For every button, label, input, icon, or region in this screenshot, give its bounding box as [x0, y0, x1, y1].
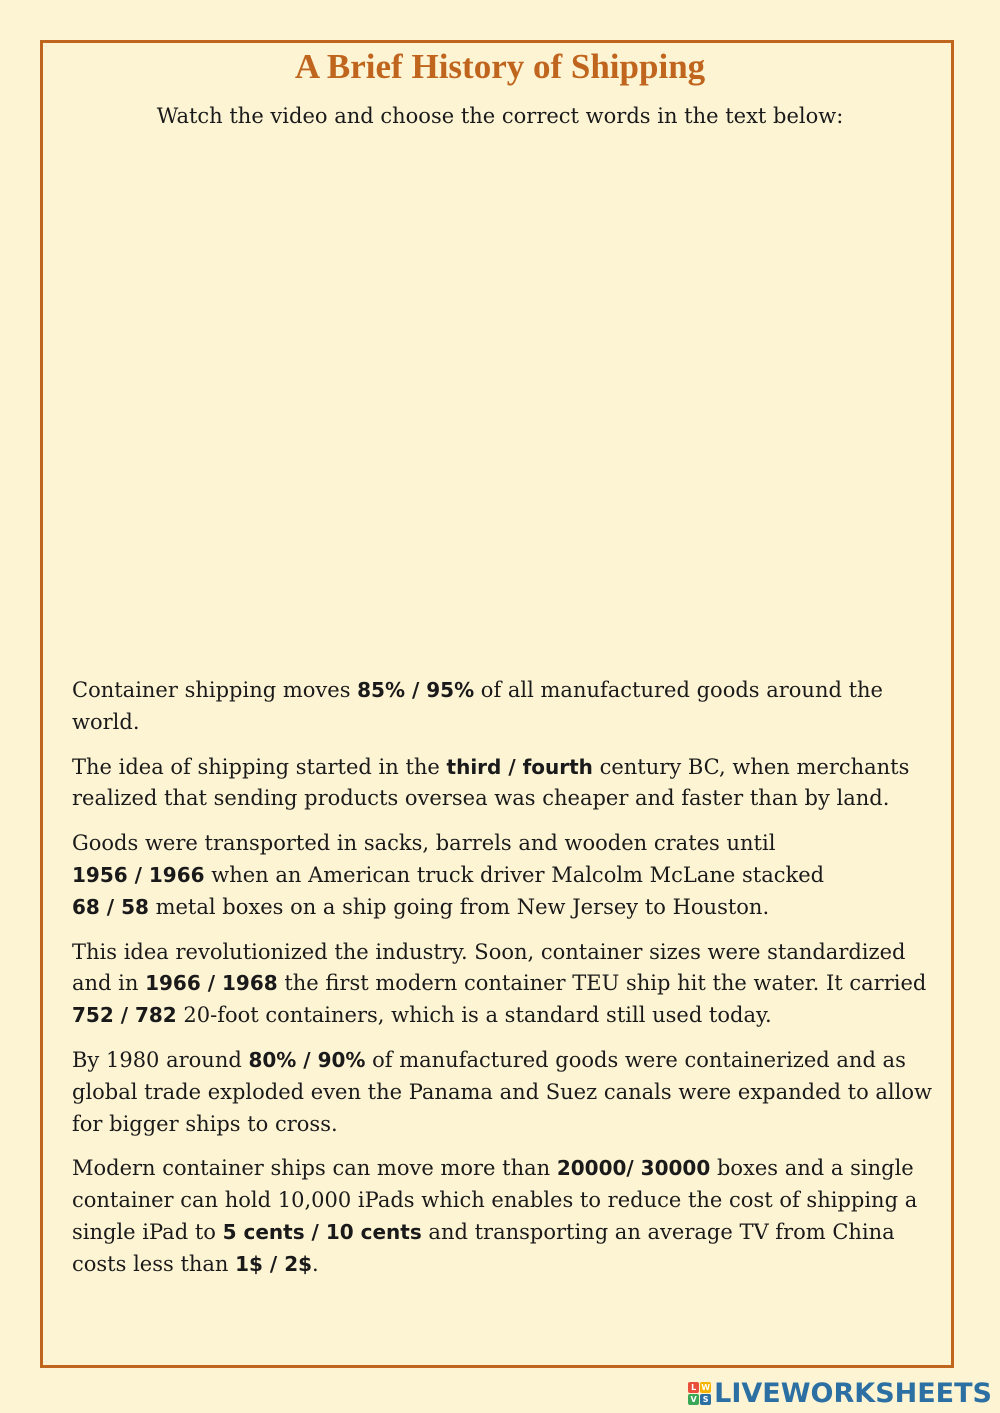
choice-option[interactable]: 1$ / 2$ [235, 1251, 313, 1276]
choice-option[interactable]: third / fourth [446, 754, 593, 779]
brand-name: LIVEWORKSHEETS [714, 1377, 992, 1409]
text-segment: when an American truck driver Malcolm McLane stacked [204, 862, 825, 887]
choice-option[interactable]: 752 / 782 [72, 1003, 177, 1028]
paragraph-1 [72, 675, 934, 739]
text-segment: . [312, 1251, 319, 1276]
choice-option[interactable]: 1956 / 1966 [72, 862, 205, 887]
text-segment: Container shipping moves [72, 678, 358, 702]
choice-option[interactable]: 5 cents / 10 cents [222, 1219, 422, 1244]
text-segment: Modern container ships can move more than [72, 1156, 557, 1181]
paragraph-3 [72, 828, 934, 923]
paragraph-2 [72, 752, 934, 816]
text-segment: the first modern container TEU ship hit the water. It carried [277, 971, 927, 996]
text-segment: of manufactured goods were containerized and as global trade exploded even the Panama and Suez canals were expanded to allow for bigger ships to cross. [72, 1047, 932, 1136]
logo-letter: S [700, 1394, 711, 1405]
page-title: A Brief History of Shipping [294, 47, 706, 86]
liveworksheets-brand[interactable] [688, 1378, 992, 1408]
choice-option[interactable]: 68 / 58 [72, 894, 149, 919]
text-segment: metal boxes on a ship going from New Jersey to Houston. [148, 894, 770, 919]
choice-option[interactable]: 80% / 90% [248, 1047, 366, 1072]
text-segment: of all manufactured goods around the world. [72, 678, 883, 734]
text-segment: By 1980 around [72, 1047, 249, 1072]
choice-option[interactable]: 1966 / 1968 [145, 971, 278, 996]
paragraph-6 [72, 1153, 934, 1280]
choice-option[interactable]: 20000/ 30000 [556, 1156, 711, 1181]
paragraph-5 [72, 1045, 934, 1140]
text-segment: 20-foot containers, which is a standard still used today. [176, 1003, 772, 1028]
logo-letter: V [688, 1394, 699, 1405]
liveworksheets-logo-icon [688, 1382, 711, 1405]
choice-option[interactable]: 85% / 95% [357, 678, 475, 702]
text-segment: and transporting an average TV from China costs less than [72, 1219, 895, 1276]
instructions: Watch the video and choose the correct words in the text below: [156, 104, 844, 128]
logo-letter: W [701, 1382, 711, 1392]
paragraph-4 [72, 937, 934, 1032]
exercise-text [72, 675, 934, 1294]
video-placeholder[interactable] [72, 150, 927, 650]
text-segment: century BC, when merchants realized that sending products oversea was cheaper and faster than by land. [72, 754, 910, 811]
logo-letter: L [688, 1382, 699, 1393]
text-segment: Goods were transported in sacks, barrels and wooden crates until [72, 831, 776, 856]
text-segment: This idea revolutionized the industry. Soon, container sizes were standardized and in [72, 939, 906, 996]
text-segment: The idea of shipping started in the [72, 754, 447, 779]
text-segment: boxes and a single container can hold 10,000 iPads which enables to reduce the cost of shipping a single iPad to [72, 1156, 918, 1244]
